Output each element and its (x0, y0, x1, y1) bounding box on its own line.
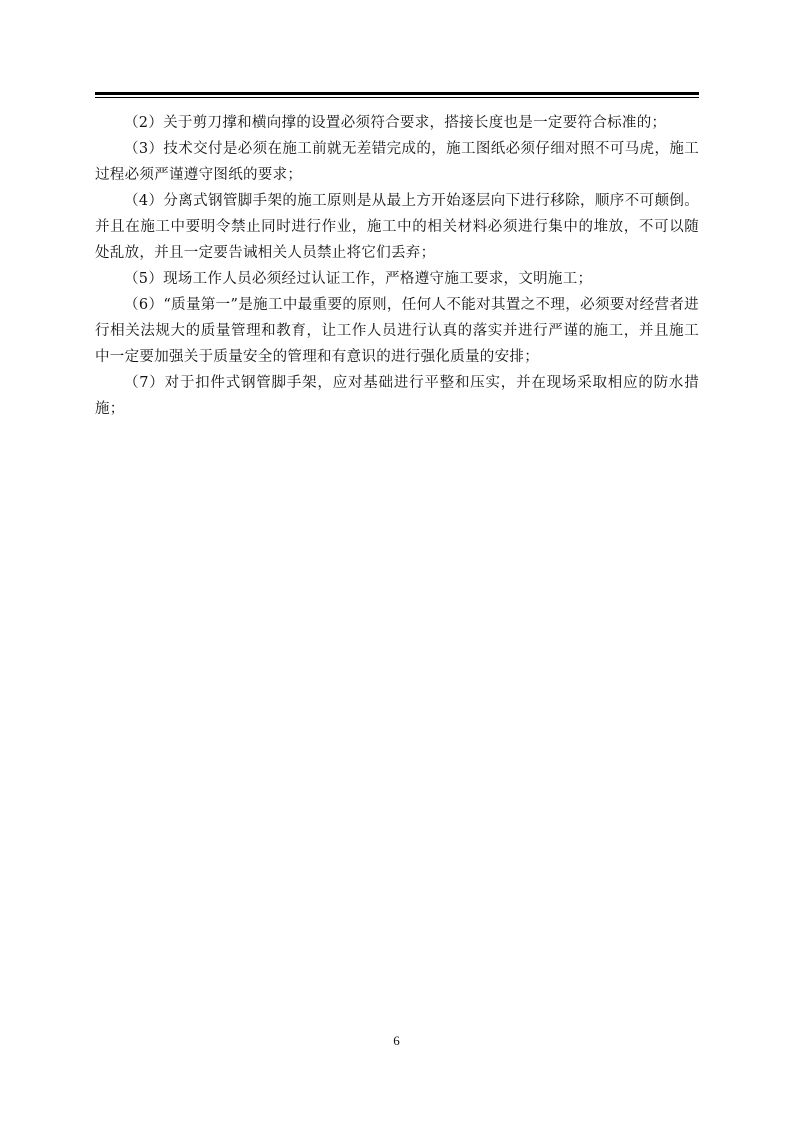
header-rule (95, 92, 699, 98)
paragraph-4: （4）分离式钢管脚手架的施工原则是从最上方开始逐层向下进行移除，顺序不可颠倒。并且在施工中要明令禁止同时进行作业，施工中的相关材料必须进行集中的堆放，不可以随处乱放，并且一定要告诫相关人员禁止将它们丢弃； (95, 193, 699, 261)
paragraph-7: （7）对于扣件式钢管脚手架，应对基础进行平整和压实，并在现场采取相应的防水措施； (95, 375, 699, 417)
paragraph-2: （2）关于剪刀撑和横向撑的设置必须符合要求，搭接长度也是一定要符合标准的； (124, 115, 667, 131)
paragraph-3: （3）技术交付是必须在施工前就无差错完成的，施工图纸必须仔细对照不可马虎，施工过程必须严谨遵守图纸的要求； (95, 141, 699, 183)
document-body (95, 110, 699, 422)
paragraph-6: （6）“质量第一”是施工中最重要的原则，任何人不能对其置之不理，必须要对经营者进行相关法规大的质量管理和教育，让工作人员进行认真的落实并进行严谨的施工，并且施工中一定要加强关于质量安全的管理和有意识的进行强化质量的安排； (95, 297, 699, 365)
paragraph-5: （5）现场工作人员必须经过认证工作，严格遵守施工要求，文明施工； (124, 271, 593, 287)
page-number: 6 (393, 1033, 400, 1048)
